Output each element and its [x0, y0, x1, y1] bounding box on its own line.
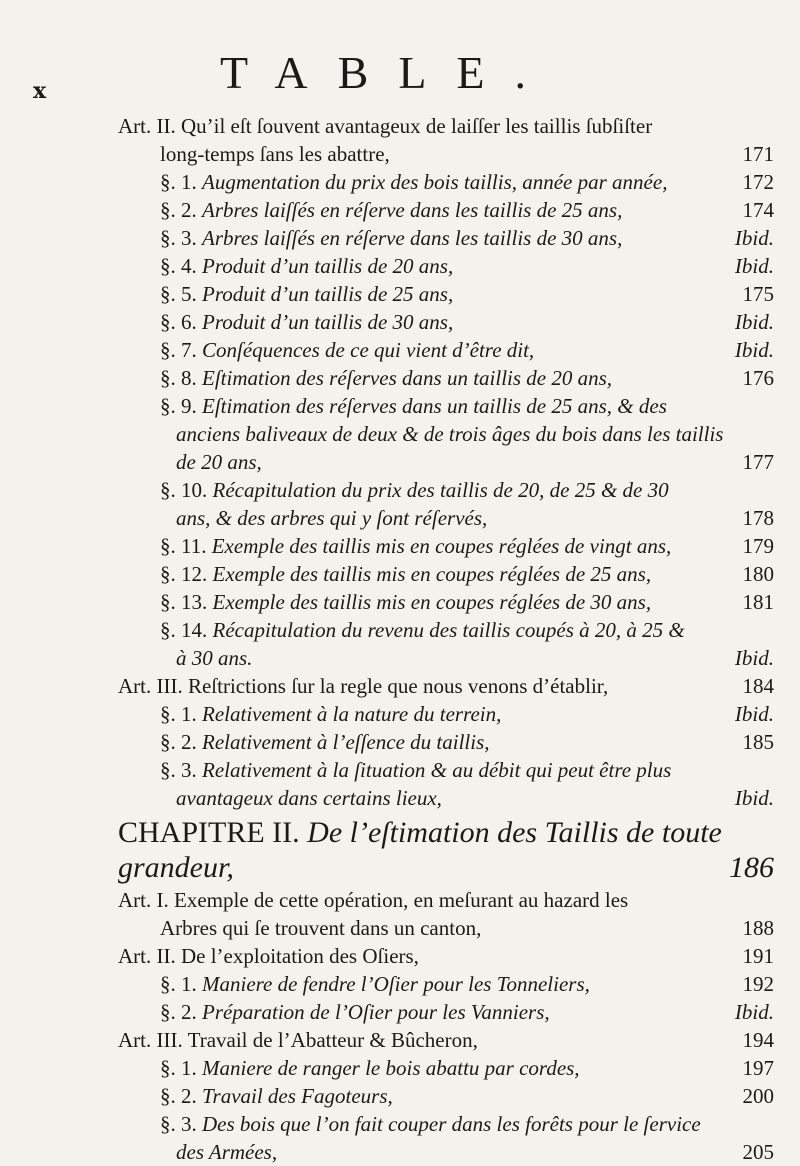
entry-page: 192 [742, 972, 774, 996]
entry-page: Ibid. [734, 226, 774, 250]
entry-cont: anciens baliveaux de deux & de trois âges du bois dans les taillis [176, 422, 724, 446]
entry-page: 176 [742, 366, 774, 390]
entry-page: 188 [742, 916, 774, 940]
entry-text: Produit d’un taillis de 25 ans, [202, 282, 454, 306]
entry-text: Exemple des taillis mis en coupes réglées de 30 ans, [212, 590, 652, 614]
entry-cont: long-temps ſans les abattre, [160, 142, 390, 166]
entry-label: Art. II. [118, 114, 176, 138]
entry-label: Art. III. [118, 674, 183, 698]
entry-label: §. 2. [160, 1084, 197, 1108]
toc-entry [118, 364, 774, 392]
entry-text: Relativement à l’eſſence du taillis, [202, 730, 490, 754]
toc-entry [118, 112, 774, 140]
entry-label: Art. III. [118, 1028, 183, 1052]
entry-text: Arbres laiſſés en réſerve dans les taillis de 25 ans, [202, 198, 623, 222]
entry-label: §. 11. [160, 534, 207, 558]
toc-entry-continuation [118, 420, 774, 448]
entry-cont: ans, & des arbres qui y ſont réſervés, [176, 506, 488, 530]
entry-page: Ibid. [734, 786, 774, 810]
toc-entry [118, 196, 774, 224]
entry-page: 186 [729, 851, 774, 884]
entry-text: Relativement à la nature du terrein, [202, 702, 502, 726]
entry-label: §. 10. [160, 478, 208, 502]
toc-entry [118, 1026, 774, 1054]
entry-page: 191 [742, 944, 774, 968]
toc-entry [118, 1054, 774, 1082]
entry-page: 175 [742, 282, 774, 306]
entry-label: §. 2. [160, 1000, 197, 1024]
entry-label: §. 1. [160, 1056, 197, 1080]
toc-entry [118, 252, 774, 280]
entry-page: Ibid. [734, 702, 774, 726]
entry-page: Ibid. [734, 310, 774, 334]
entry-text: Arbres laiſſés en réſerve dans les taillis de 30 ans, [202, 226, 623, 250]
entry-text: Eſtimation des réſerves dans un taillis de 25 ans, & des [202, 394, 667, 418]
entry-cont: avantageux dans certains lieux, [176, 786, 442, 810]
entry-page: 197 [742, 1056, 774, 1080]
entry-text: Récapitulation du prix des taillis de 20, de 25 & de 30 [212, 478, 669, 502]
toc-entry [118, 998, 774, 1026]
entry-label: §. 4. [160, 254, 197, 278]
entry-text: Exemple de cette opération, en meſurant au hazard les [174, 888, 629, 912]
entry-page: 205 [742, 1140, 774, 1164]
entry-label: §. 1. [160, 972, 197, 996]
toc-entry [118, 168, 774, 196]
entry-label: §. 7. [160, 338, 197, 362]
chapter-heading [118, 816, 774, 850]
toc-entry [118, 224, 774, 252]
toc-entry-continuation [118, 644, 774, 672]
toc-entry [118, 1110, 774, 1138]
entry-page: 180 [742, 562, 774, 586]
toc-entry [118, 616, 774, 644]
entry-text: Préparation de l’Oſier pour les Vanniers, [202, 1000, 550, 1024]
toc-entry [118, 308, 774, 336]
toc-entry [118, 756, 774, 784]
entry-text: Conſéquences de ce qui vient d’être dit, [202, 338, 535, 362]
entry-label: §. 2. [160, 198, 197, 222]
entry-page: Ibid. [734, 254, 774, 278]
toc-entry [118, 672, 774, 700]
entry-page: 171 [742, 142, 774, 166]
folio-number: x [33, 78, 47, 104]
entry-text: Des bois que l’on fait couper dans les forêts pour le ſervice [202, 1112, 701, 1136]
chapter-title-cont: grandeur, [118, 851, 234, 884]
entry-page: Ibid. [734, 646, 774, 670]
entry-label: §. 9. [160, 394, 197, 418]
toc-entry [118, 588, 774, 616]
toc-entry [118, 560, 774, 588]
entry-text: Reſtrictions ſur la regle que nous venons d’établir, [187, 674, 609, 698]
entry-text: Relativement à la ſituation & au débit qui peut être plus [202, 758, 672, 782]
chapter-title: De l’eſtimation des Taillis de toute [307, 816, 722, 849]
toc-entry [118, 970, 774, 998]
entry-text: Travail des Fagoteurs, [202, 1084, 393, 1108]
entry-label: §. 3. [160, 758, 197, 782]
entry-page: 200 [742, 1084, 774, 1108]
entry-label: §. 3. [160, 226, 197, 250]
entry-page: 174 [742, 198, 774, 222]
entry-page: 172 [742, 170, 774, 194]
entry-label: §. 2. [160, 730, 197, 754]
entry-cont: Arbres qui ſe trouvent dans un canton, [160, 916, 482, 940]
entry-page: 185 [742, 730, 774, 754]
toc-entry [118, 886, 774, 914]
entry-text: Eſtimation des réſerves dans un taillis de 20 ans, [202, 366, 613, 390]
entry-page: 178 [742, 506, 774, 530]
toc-entry-continuation [118, 1138, 774, 1166]
entry-text: Récapitulation du revenu des taillis coupés à 20, à 25 & [212, 618, 685, 642]
entry-text: Produit d’un taillis de 20 ans, [202, 254, 454, 278]
toc-entry [118, 700, 774, 728]
entry-text: Exemple des taillis mis en coupes réglées de vingt ans, [211, 534, 672, 558]
entry-label: Art. I. [118, 888, 169, 912]
entry-label: §. 1. [160, 702, 197, 726]
toc-entry [118, 280, 774, 308]
entry-label: §. 12. [160, 562, 208, 586]
entry-cont: des Armées, [176, 1140, 278, 1164]
entry-text: De l’exploitation des Oſiers, [180, 944, 419, 968]
entry-label: Art. II. [118, 944, 176, 968]
toc-entry [118, 728, 774, 756]
entry-label: §. 13. [160, 590, 208, 614]
entry-label: §. 5. [160, 282, 197, 306]
toc-entry [118, 336, 774, 364]
entry-page: Ibid. [734, 338, 774, 362]
entry-page: 184 [742, 674, 774, 698]
entry-page: 181 [742, 590, 774, 614]
toc-entry [118, 1082, 774, 1110]
entry-text: Maniere de ranger le bois abattu par cordes, [202, 1056, 580, 1080]
entry-label: §. 6. [160, 310, 197, 334]
toc-entry-continuation [118, 784, 774, 812]
entry-page: Ibid. [734, 1000, 774, 1024]
entry-text: Augmentation du prix des bois taillis, année par année, [202, 170, 668, 194]
entry-text: Qu’il eſt ſouvent avantageux de laiſſer les taillis ſubſiſter [180, 114, 653, 138]
entry-text: Maniere de fendre l’Oſier pour les Tonneliers, [202, 972, 590, 996]
toc-entry-continuation [118, 140, 774, 168]
entry-page: 179 [742, 534, 774, 558]
entry-text: Travail de l’Abatteur & Bûcheron, [187, 1028, 478, 1052]
toc-entry [118, 532, 774, 560]
entry-text: Produit d’un taillis de 30 ans, [202, 310, 454, 334]
toc-entry [118, 942, 774, 970]
entry-cont: à 30 ans. [176, 646, 253, 670]
toc-entry [118, 392, 774, 420]
toc-entry-continuation [118, 448, 774, 476]
chapter-label: CHAPITRE II. [118, 816, 300, 849]
running-head: TABLE. [220, 47, 557, 98]
entry-page: 194 [742, 1028, 774, 1052]
toc-entry [118, 476, 774, 504]
entry-label: §. 3. [160, 1112, 197, 1136]
toc-entry-continuation [118, 914, 774, 942]
table-of-contents [118, 112, 774, 1166]
entry-label: §. 14. [160, 618, 208, 642]
chapter-heading-continuation [118, 850, 774, 886]
entry-label: §. 1. [160, 170, 197, 194]
entry-page: 177 [742, 450, 774, 474]
entry-cont: de 20 ans, [176, 450, 262, 474]
toc-entry-continuation [118, 504, 774, 532]
entry-label: §. 8. [160, 366, 197, 390]
entry-text: Exemple des taillis mis en coupes réglées de 25 ans, [212, 562, 652, 586]
